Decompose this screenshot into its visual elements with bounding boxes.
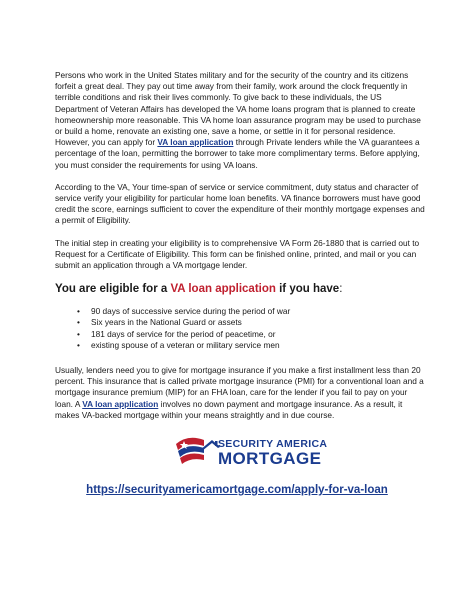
bullet-icon: • (77, 317, 80, 328)
bullet-icon: • (77, 306, 80, 317)
document-body (55, 70, 425, 432)
heading-text-before: You are eligible for a (55, 283, 171, 296)
list-item (77, 340, 425, 351)
heading-accent: VA loan application (170, 283, 276, 296)
bullet-icon: • (77, 328, 80, 339)
insurance-text-before: Usually, lenders need you to give for mortgage insurance if you make a first installment less than 20 percent. This insurance that is called private mortgage insurance (PMI) for a conventional loan and a mortgage insurance premium (MIP) for an FHA loan, care for the lender if you fail to pay on your loan. A (55, 365, 424, 409)
intro-paragraph (55, 70, 425, 171)
heading-colon: : (339, 283, 343, 296)
list-item-text: existing spouse of a veteran or military service men (91, 339, 280, 350)
eligibility-heading (55, 282, 425, 296)
security-america-logo (172, 432, 332, 472)
list-item-text: 90 days of successive service during the period of war (91, 306, 291, 317)
logo-line-1: SECURITY AMERICA (218, 438, 328, 450)
logo-line-2: MORTGAGE (218, 449, 322, 468)
list-item (77, 329, 425, 340)
flag-house-icon (174, 432, 220, 472)
list-item-text: Six years in the National Guard or assets (91, 317, 242, 328)
insurance-paragraph (55, 365, 425, 421)
bullet-icon: • (77, 339, 80, 350)
footer-url-link[interactable]: https://securityamericamortgage.com/apply-for-va-loan (86, 484, 388, 496)
insurance-text-after: involves no down payment and mortgage insurance. As a result, it makes VA-backed mortgage within your means straightly and in due course. (55, 398, 403, 420)
intro-text-after: through Private lenders while the VA guarantees a percentage of the loan, permitting the borrower to take more complimentary terms. Before applying, you must consider the requirements for using VA loans. (55, 137, 420, 170)
eligibility-list (55, 306, 425, 351)
heading-text-after: if you have (275, 283, 340, 296)
list-item (77, 317, 425, 328)
va-loan-application-link-2[interactable]: VA loan application (82, 398, 159, 409)
intro-text-before: Persons who work in the United States military and for the security of the country and its citizens forfeit a great deal. They pay out time away from their family, work around the clock frequently in terrible conditions and risk their lives commonly. To give back to these individuals, the US Department of Veteran Affairs has developed the VA home loans program that is planned to create homeownership more reasonable. This VA home loan assurance program may be used to purchase or build a home, renovate an existing one, save a home, or settle in it for personal residence. However, you can apply for (55, 70, 421, 148)
eligibility-paragraph: According to the VA, Your time-span of service or service commitment, duty status and character of service verify your eligibility for particular home loan benefits. VA finance borrowers must have good credit the score, earnings sufficient to cover the expenditure of their monthly mortgage expenses and a permit of Eligibility. (55, 181, 425, 226)
list-item-text: 181 days of service for the period of peacetime, or (91, 328, 276, 339)
va-loan-application-link[interactable]: VA loan application (157, 137, 234, 148)
certificate-paragraph: The initial step in creating your eligibility is to comprehensive VA Form 26-1880 that is carried out to Request for a Certificate of Eligibility. This form can be finished online, printed, and mail or you can submit an application through a VA mortgage lender. (55, 237, 420, 271)
list-item (77, 306, 425, 317)
